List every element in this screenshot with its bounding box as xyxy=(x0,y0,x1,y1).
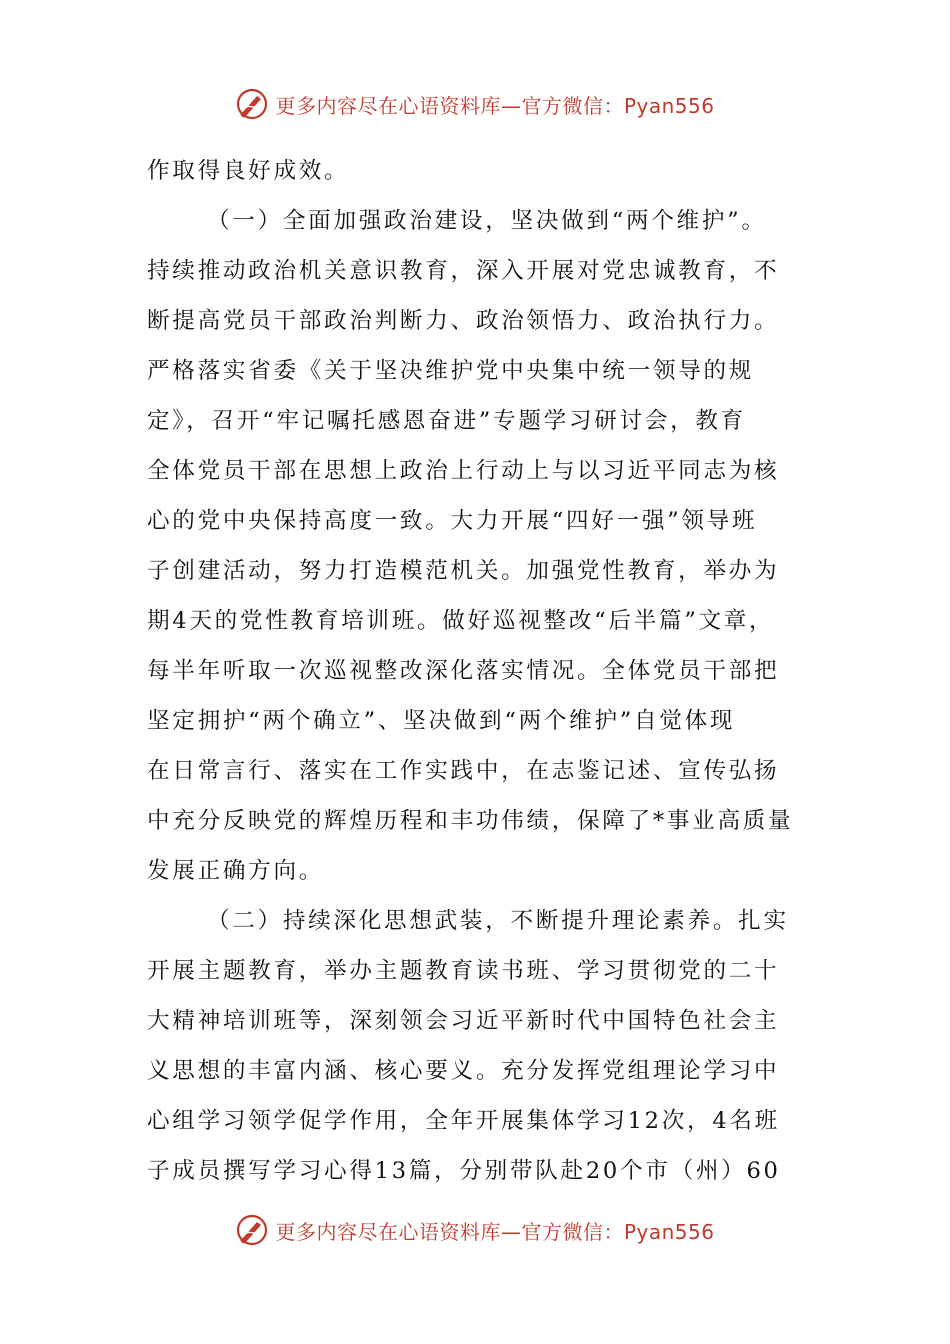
watermark-text: 更多内容尽在心语资料库—官方微信：Pyan556 xyxy=(275,93,715,118)
text-line: 心组学习领学促学作用，全年开展集体学习12次，4名班 xyxy=(147,1108,780,1134)
text-line: 发展正确方向。 xyxy=(147,858,325,884)
paragraph xyxy=(147,146,807,196)
text-line: 大精神培训班等，深刻领会习近平新时代中国特色社会主 xyxy=(147,1008,780,1034)
pen-logo-icon xyxy=(235,87,269,121)
text-line: 子成员撰写学习心得13篇，分别带队赴20个市（州）60 xyxy=(147,1158,781,1184)
text-line: 期4天的党性教育培训班。做好巡视整改“后半篇”文章， xyxy=(147,608,775,634)
header-watermark-banner xyxy=(0,84,950,124)
watermark-text: 更多内容尽在心语资料库—官方微信：Pyan556 xyxy=(275,1219,715,1244)
text-line: 义思想的丰富内涵、核心要义。充分发挥党组理论学习中 xyxy=(147,1058,780,1084)
text-line: （二）持续深化思想武装，不断提升理论素养。扎实 xyxy=(207,908,789,934)
document-body xyxy=(147,146,807,1196)
text-line: 子创建活动，努力打造模范机关。加强党性教育，举办为 xyxy=(147,558,780,584)
text-line: 全体党员干部在思想上政治上行动上与以习近平同志为核 xyxy=(147,458,780,484)
text-line: 作取得良好成效。 xyxy=(147,158,350,184)
text-line: 断提高党员干部政治判断力、政治领悟力、政治执行力。 xyxy=(147,308,780,334)
text-line: 严格落实省委《关于坚决维护党中央集中统一领导的规 xyxy=(147,358,755,384)
text-line: 坚定拥护“两个确立”、坚决做到“两个维护”自觉体现 xyxy=(147,708,736,734)
text-line: 每半年听取一次巡视整改深化落实情况。全体党员干部把 xyxy=(147,658,780,684)
paragraph xyxy=(147,896,807,1196)
text-line: 在日常言行、落实在工作实践中，在志鉴记述、宣传弘扬 xyxy=(147,758,780,784)
text-line: 持续推动政治机关意识教育，深入开展对党忠诚教育，不 xyxy=(147,258,780,284)
paragraph xyxy=(147,196,807,896)
footer-watermark-banner xyxy=(0,1210,950,1250)
pen-logo-icon xyxy=(235,1213,269,1247)
text-line: （一）全面加强政治建设，坚决做到“两个维护”。 xyxy=(207,208,767,234)
text-line: 定》，召开“牢记嘱托感恩奋进”专题学习研讨会，教育 xyxy=(147,408,746,434)
text-line: 中充分反映党的辉煌历程和丰功伟绩，保障了*事业高质量 xyxy=(147,808,794,834)
text-line: 心的党中央保持高度一致。大力开展“四好一强”领导班 xyxy=(147,508,758,534)
text-line: 开展主题教育，举办主题教育读书班、学习贯彻党的二十 xyxy=(147,958,780,984)
